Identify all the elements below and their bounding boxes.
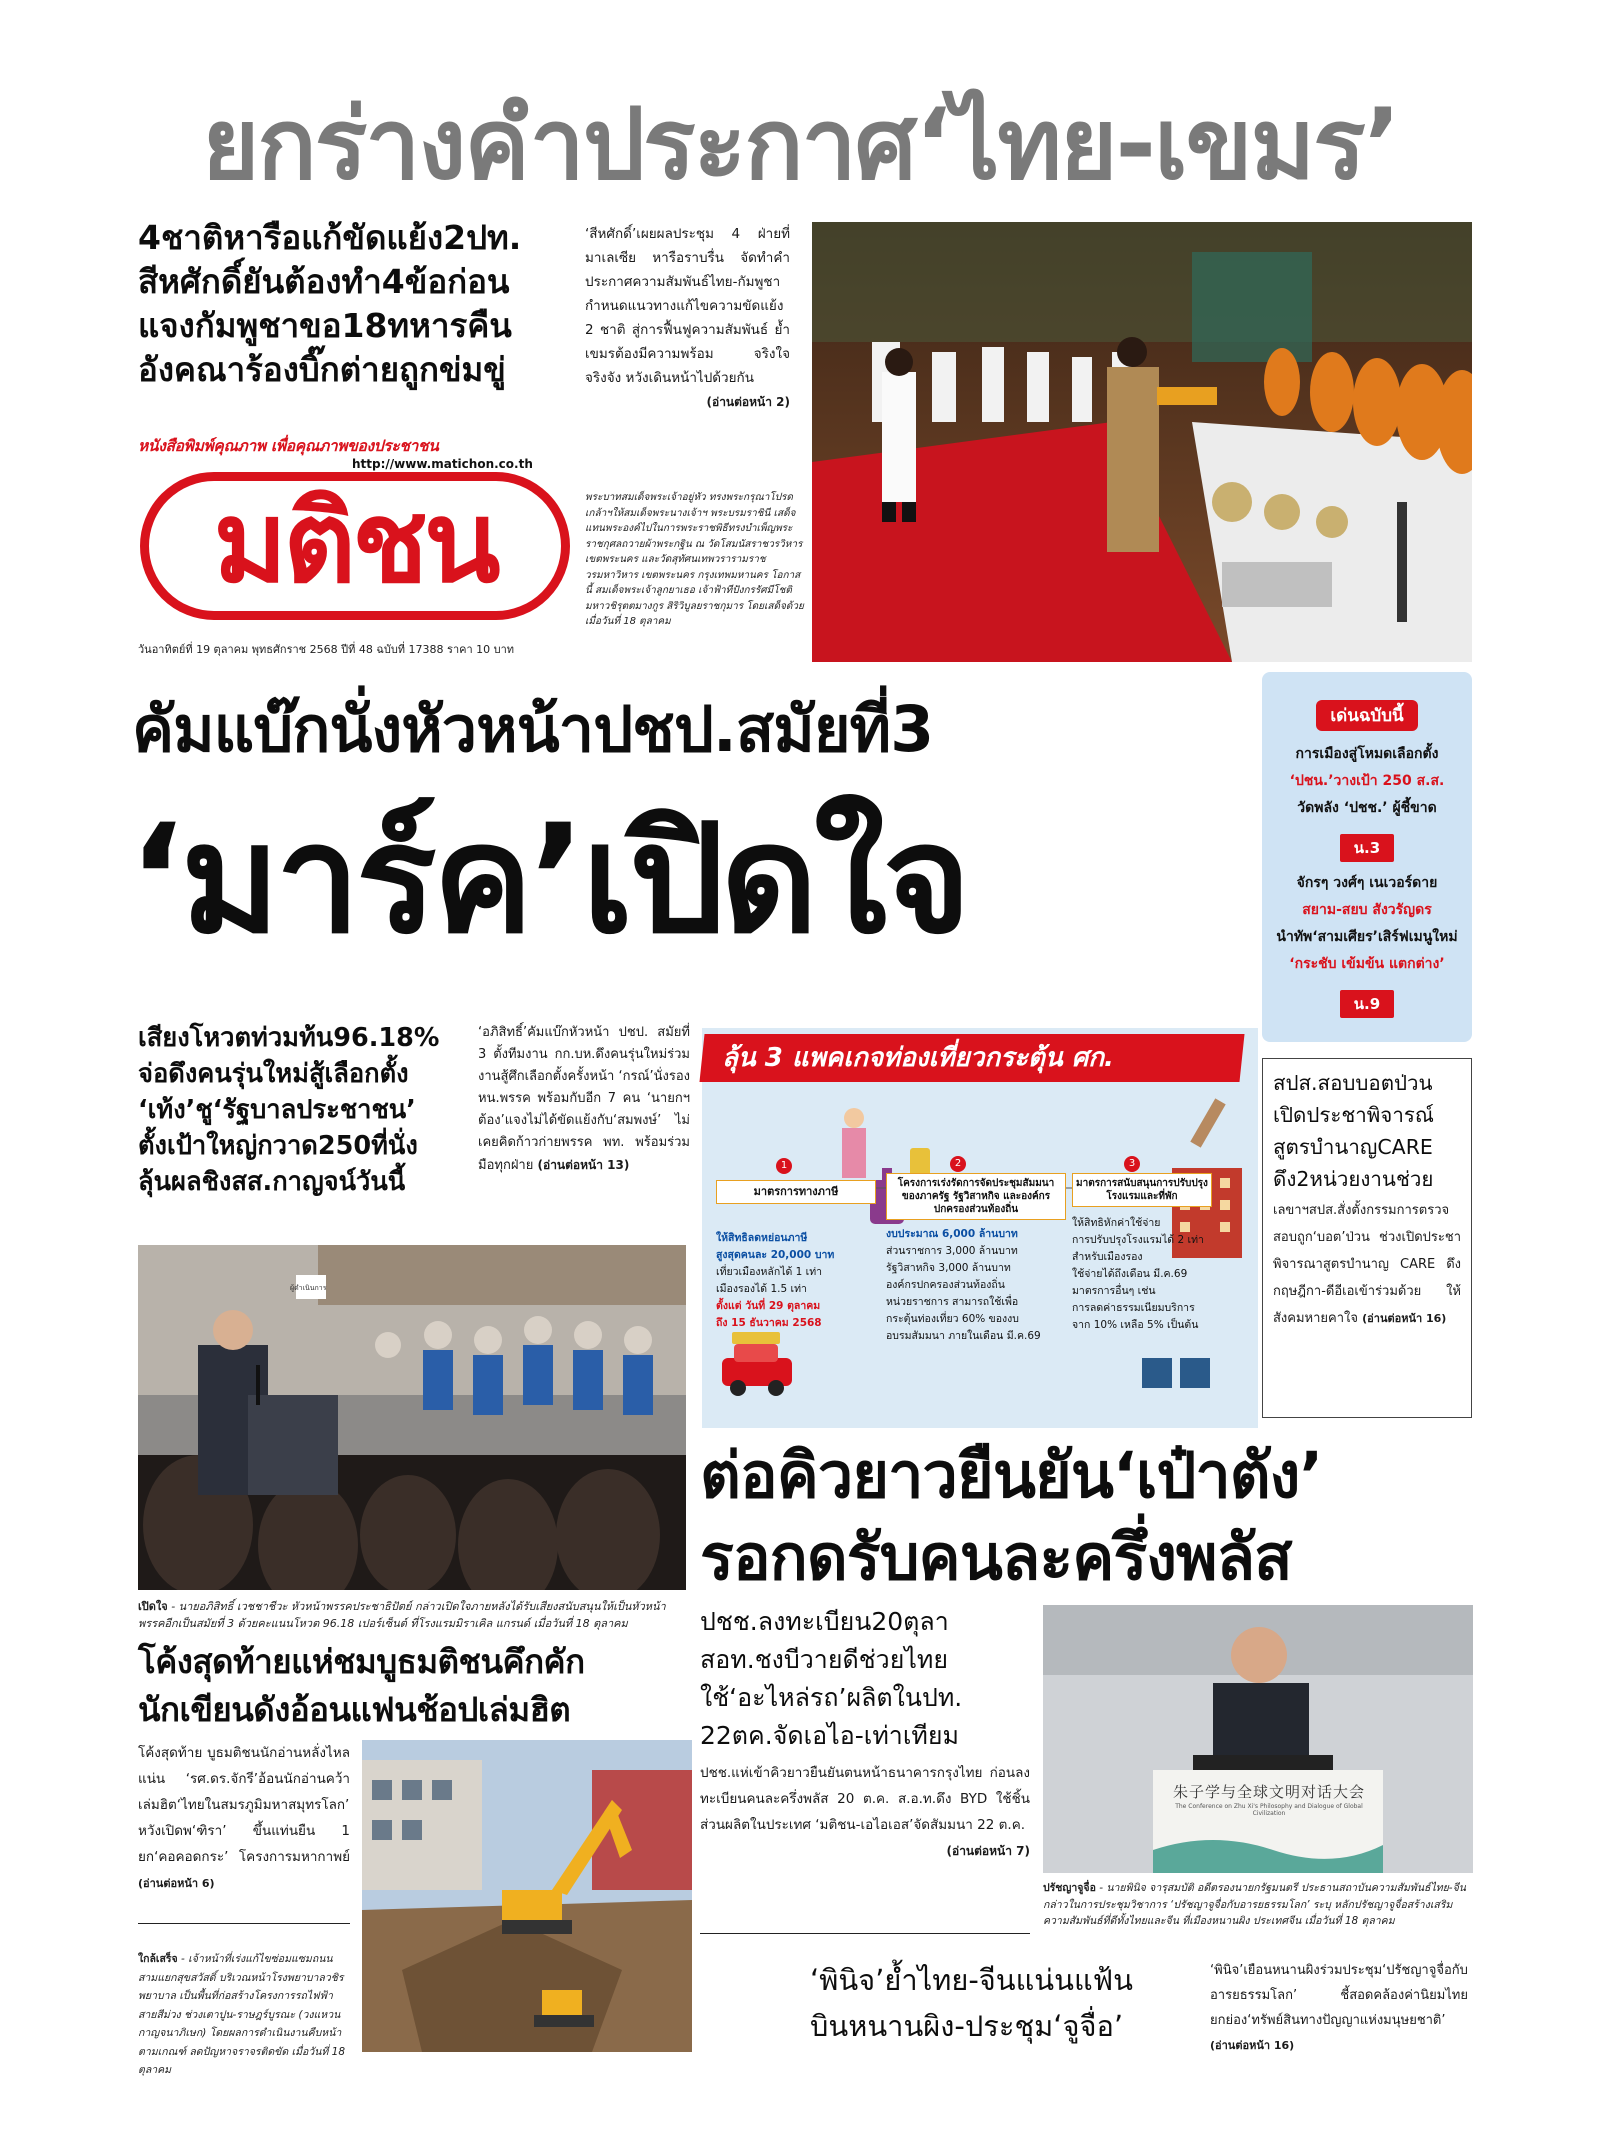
site-url[interactable]: http://www.matichon.co.th [352, 457, 533, 471]
info-line: อบรมสัมมนา ภายในเดือน มี.ค.69 [886, 1330, 1041, 1342]
read-more[interactable]: (อ่านต่อหน้า 16) [1362, 1312, 1447, 1325]
academy-headline-1: โค้งสุดท้ายแห่ชมบูธมติชนคึกคัก [138, 1642, 585, 1681]
read-more[interactable]: (อ่านต่อหน้า 13) [537, 1158, 630, 1172]
queue-body: ปชช.แห่เข้าคิวยาวยืนยันตนหน้าธนาคารกรุงไทย ก่อนลงทะเบียนคนละครึ่งพลัส 20 ต.ค. ส.อ.ท.ดึง BYD ใช้ชิ้นส่วนผลิตในประเทศ ‘มติชน-เอไอเอส’จัดสัมมนา 22 ต.ค. (อ่านต่อหน้า 7) [700, 1760, 1030, 1864]
lead-headline-2: ‘มาร์ค’เปิดใจ [128, 793, 968, 967]
subhead-line: 22ตค.จัดเอไอ-เท่าเทียม [700, 1721, 959, 1750]
info-line: มาตรการอื่นๆ เช่น [1072, 1285, 1156, 1297]
queue-subheads [700, 1603, 1030, 1755]
info-line: งบประมาณ 6,000 ล้านบาท [886, 1228, 1018, 1240]
info-line: ถึง 15 ธันวาคม 2568 [716, 1317, 822, 1329]
construction-photo [362, 1740, 692, 2052]
dateline: วันอาทิตย์ที่ 19 ตุลาคม พุทธศักราช 2568 ปีที่ 48 ฉบับที่ 17388 ราคา 10 บาท [138, 643, 515, 656]
highlight-line: สยาม-สยบ สังวรัญดร [1302, 902, 1432, 918]
thai-cambodia-text: ‘สีหศักดิ์’เผยผลประชุม 4 ฝ่ายที่มาเลเซีย หารือราบรื่น จัดทำคำประกาศความสัมพันธ์ไทย-กัมพูชา กำหนดแนวทางแก้ไขความขัดแย้ง 2 ชาติ สู่การฟื้นฟูความสัมพันธ์ ย้ำเขมรต้องมีความพร้อม จริงใจ จริงจัง หวังเดินหน้าไปด้วยกัน [585, 226, 790, 386]
read-more[interactable]: (อ่านต่อหน้า 16) [1210, 2039, 1295, 2052]
construction-caption: ใกล้เสร็จ - เจ้าหน้าที่เร่งแก้ไขซ่อมแซมถนนสามแยกสุขสวัสดิ์ บริเวณหน้าโรงพยาบาลวชิรพยาบาล เป็นพื้นที่ก่อสร้างโครงการรถไฟฟ้าสายสีม่วง ช่วงเตาปูน-ราษฎร์บูรณะ (วงแหวนกาญจนาภิเษก) โดยผลการดำเนินงานคืบหน้าตามเกณฑ์ ลดปัญหาจราจรติดขัด เมื่อวันที่ 18 ตุลาคม [138, 1953, 346, 2076]
info-line: ตั้งแต่ วันที่ 29 ตุลาคม [716, 1300, 821, 1312]
read-more[interactable]: (อ่านต่อหน้า 2) [706, 395, 790, 409]
ssf-headline: สปส.สอบบอตป่วน เปิดประชาพิจารณ์ สูตรบำนาญCARE ดึง2หน่วยงานช่วย [1273, 1071, 1434, 1191]
subhead-line: ใช้‘อะไหล่รถ’ผลิตในปท. [700, 1683, 963, 1712]
subhead-line: ลุ้นผลชิงสส.กาญจน์วันนี้ [138, 1167, 406, 1197]
slogan: หนังสือพิมพ์คุณภาพ เพื่อคุณภาพของประชาชน [138, 437, 439, 455]
car-icon [722, 1332, 792, 1396]
info-line: หน่วยราชการ สามารถใช้เพื่อ [886, 1296, 1019, 1308]
subhead-line: 4ชาติหารือแก้ขัดแย้ง2ปท. [138, 218, 522, 257]
info-line: ให้สิทธิลดหย่อนภาษี [716, 1232, 808, 1244]
academy-headline-2: นักเขียนดังอ้อนแฟนช้อปเล่มฮิต [138, 1690, 571, 1729]
info-line: ให้สิทธิหักค่าใช้จ่าย [1072, 1217, 1161, 1229]
info-line: เที่ยวเมืองหลักได้ 1 เท่า [716, 1266, 823, 1278]
subhead-line: ‘เท้ง’ชู‘รัฐบาลประชาชน’ [138, 1095, 416, 1125]
info-line: รัฐวิสาหกิจ 3,000 ล้านบาท [886, 1262, 1011, 1274]
subhead-line: สีหศักดิ์ยันต้องทำ4ข้อก่อน [138, 262, 510, 301]
info-item-2 [886, 1173, 1066, 1345]
highlights-title: เด่นฉบับนี้ [1316, 700, 1417, 731]
divider [138, 1923, 350, 1924]
info-line: เมืองรองได้ 1.5 เท่า [716, 1283, 807, 1295]
logo-text: มติชน [213, 478, 497, 608]
info-num-2: 2 [950, 1156, 966, 1172]
lead-body [478, 1022, 690, 1177]
abhisit-speech-photo [138, 1245, 686, 1590]
top-banner-headline: ยกร่างคำประกาศ‘ไทย-เขมร’ [201, 88, 1400, 202]
subhead-line: ตั้งเป้าใหญ่กวาด250ที่นั่ง [138, 1131, 418, 1161]
pinit-box [810, 1958, 1470, 2068]
subhead-line: อังคณาร้องบิ๊กต่ายถูกข่มขู่ [138, 350, 506, 389]
subhead-line: สอท.ชงบีวายดีช่วยไทย [700, 1645, 949, 1674]
subhead-line: จ่อดึงคนรุ่นใหม่สู้เลือกตั้ง [138, 1059, 409, 1089]
highlight-line: ‘กระชับ เข้มข้น แตกต่าง’ [1289, 956, 1445, 972]
abhisit-caption: เปิดใจ - นายอภิสิทธิ์ เวชชาชีวะ หัวหน้าพรรคประชาธิปัตย์ กล่าวเปิดใจภายหลังได้รับเสียงสนับสนุนให้เป็นหัวหน้าพรรคอีกเป็นสมัยที่ 3 ด้วยคะแนนโหวต 96.18 เปอร์เซ็นต์ ที่โรงแรมมิราเคิล แกรนด์ เมื่อวันที่ 18 ตุลาคม [138, 1600, 666, 1630]
infographic-title: ลุ้น 3 แพคเกจท่องเที่ยวกระตุ้น ศก. [722, 1043, 1114, 1073]
forum-banner-cn: 朱子学与全球文明对话大会 [1172, 1783, 1365, 1801]
info-line: ส่วนราชการ 3,000 ล้านบาท [886, 1245, 1018, 1257]
info-line: ใช้จ่ายได้ถึงเดือน มี.ค.69 [1072, 1268, 1188, 1280]
thai-cambodia-subheads [138, 216, 590, 392]
royal-ceremony-photo [812, 222, 1472, 662]
pinit-headline-2: บินหนานผิง-ประชุม‘จูจื่อ’ [810, 2009, 1124, 2043]
subhead-line: แจงกัมพูชาขอ18ทหารคืน [138, 306, 512, 345]
zhuxi-forum-photo [1043, 1605, 1473, 1873]
info-line: จาก 10% เหลือ 5% เป็นต้น [1072, 1319, 1199, 1331]
forum-caption: ปรัชญาจูจื่อ - นายพินิจ จารุสมบัติ อดีตรองนายกรัฐมนตรี ประธานสถาบันความสัมพันธ์ไทย-จีน กล่าวในการประชุมวิชาการ ‘ปรัชญาจูจื่อกับอารยธรรมโลก’ ระบุ หลักปรัชญาจูจื่อสร้างเสริมความสัมพันธ์ที่ดีทั้งไทยและจีน ที่เมืองหนานผิง ประเทศจีน เมื่อวันที่ 18 ตุลาคม [1043, 1882, 1466, 1927]
info-line: สูงสุดคนละ 20,000 บาท [716, 1249, 835, 1261]
royal-caption: พระบาทสมเด็จพระเจ้าอยู่หัว ทรงพระกรุณาโปรดเกล้าฯให้สมเด็จพระนางเจ้าฯ พระบรมราชินี เสด็จแทนพระองค์ไปในการพระราชพิธีทรงบำเพ็ญพระราชกุศลถวายผ้าพระกฐิน ณ วัดโสมนัสราชวรวิหาร เขตพระนคร และวัดสุทัศนเทพวรารามราชวรมหาวิหาร เขตพระนคร กรุงเทพมหานคร โอกาสนี้ สมเด็จพระเจ้าลูกยาเธอ เจ้าฟ้าทีปังกรรัศมีโชติ มหาวชิรุตตมางกูร สิริวิบูลยราชกุมาร โดยเสด็จด้วย เมื่อวันที่ 18 ตุลาคม [585, 492, 804, 627]
podium-sign: ผู้ดำเนินการ [290, 1284, 327, 1292]
info-line: การลดค่าธรรมเนียมบริการ [1072, 1302, 1195, 1314]
info-line: การปรับปรุงโรงแรมได้ 2 เท่า [1072, 1234, 1204, 1246]
ssf-body: เลขาฯสปส.สั่งตั้งกรรมการตรวจสอบถูก‘บอต’ป่วน ช่วงเปิดประชาพิจารณาสูตรบำนาญ CARE ดึงกฤษฎีกา-ดีอีเอเข้าร่วมด้วย ให้สังคมหายคาใจ (อ่านต่อหน้า 16) [1273, 1203, 1461, 1326]
read-more[interactable]: (อ่านต่อหน้า 7) [946, 1844, 1030, 1858]
highlight-line: การเมืองสู่โหมดเลือกตั้ง [1295, 746, 1439, 762]
read-more[interactable]: (อ่านต่อหน้า 6) [138, 1877, 215, 1890]
tourism-infographic [702, 1028, 1258, 1428]
divider [700, 1933, 1030, 1934]
info-line: สำหรับเมืองรอง [1072, 1251, 1143, 1263]
subhead-line: ปชช.ลงทะเบียน20ตุลา [700, 1607, 949, 1636]
masthead-logo [140, 472, 570, 620]
pinit-body: ‘พินิจ’เยือนหนานผิงร่วมประชุม‘ปรัชญาจูจื่อกับอารยธรรมโลก’ ชี้สอดคล้องค่านิยมไทยยกย่อง‘ทรัพย์สินทางปัญญาแห่งมนุษยชาติ’ (อ่านต่อหน้า 16) [1210, 1963, 1468, 2052]
queue-headline-2: รอกดรับคนละครึ่งพลัส [700, 1521, 1292, 1594]
queue-headline-1: ต่อคิวยาวยืนยัน‘เป๋าตัง’ [700, 1439, 1323, 1512]
lead-text: ‘อภิสิทธิ์’คัมแบ๊กหัวหน้า ปชป. สมัยที่ 3 ตั้งทีมงาน กก.บห.ดึงคนรุ่นใหม่ร่วมงานสู้ศึกเลือกตั้งครั้งหน้า ‘กรณ์’นั่งรอง หน.พรรค พร้อมกับอีก 7 คน ‘นายกฯต้อง’แจงไม่ได้ขัดแย้งกับ‘สมพงษ์’ ไม่เคยคิดก้าวก่ายพรรค พท. พร้อมร่วมมือทุกฝ่าย [478, 1025, 690, 1173]
info-head: มาตรการทางภาษี [716, 1180, 876, 1204]
thai-cambodia-body [585, 222, 790, 414]
forum-banner-en: The Conference on Zhu Xi's Philosophy and Dialogue of Global Civilization [1175, 1803, 1363, 1817]
highlight-line: นำทัพ‘สามเศียร’เสิร์ฟเมนูใหม่ [1276, 929, 1458, 945]
page-ref-9[interactable]: น.9 [1340, 990, 1394, 1018]
highlight-line: วัดพลัง ‘ปชช.’ ผู้ชี้ขาด [1297, 800, 1437, 816]
ssf-box [1262, 1058, 1472, 1418]
lead-subheads [138, 1020, 473, 1200]
info-line: องค์กรปกครองส่วนท้องถิ่น [886, 1279, 1005, 1291]
subhead-line: เสียงโหวตท่วมท้น96.18% [138, 1023, 440, 1053]
academy-body: โค้งสุดท้าย บูธมติชนนักอ่านหลั่งไหลแน่น ‘รศ.ดร.จักรี’อ้อนนักอ่านคว้าเล่มฮิต‘ไทยในสมรภูมิมหาสมุทรโลก’ หวังเปิดพ‘ฑิรา’ ขึ้นแท่นยืน 1 ยก‘คอคอดกระ’ โครงการมหากาพย์ (อ่านต่อหน้า 6) [138, 1745, 350, 1890]
highlight-line: ‘ปชน.’วางเป้า 250 ส.ส. [1289, 773, 1445, 789]
highlights-sidebar [1262, 672, 1472, 1042]
info-item-3 [1072, 1173, 1247, 1334]
info-line: กระตุ้นท่องเที่ยว 60% ของงบ [886, 1313, 1019, 1325]
lead-headline-1: คัมแบ๊กนั่งหัวหน้าปชป.สมัยที่3 [132, 693, 934, 766]
info-head: มาตรการสนับสนุนการปรับปรุงโรงแรมและที่พัก [1072, 1173, 1212, 1207]
info-head: โครงการเร่งรัดการจัดประชุมสัมมนาของภาครัฐ รัฐวิสาหกิจ และองค์กรปกครองส่วนท้องถิ่น [886, 1173, 1066, 1220]
pinit-headline-1: ‘พินิจ’ย้ำไทย-จีนแน่นแฟ้น [810, 1963, 1134, 1997]
handbag-icon [910, 1148, 930, 1176]
info-num-3: 3 [1124, 1156, 1140, 1172]
highlight-line: จักรๆ วงศ์ๆ เนเวอร์ดาย [1296, 875, 1438, 891]
info-item-1 [716, 1180, 876, 1332]
page-ref-3[interactable]: น.3 [1340, 834, 1394, 862]
info-num-1: 1 [776, 1158, 792, 1174]
